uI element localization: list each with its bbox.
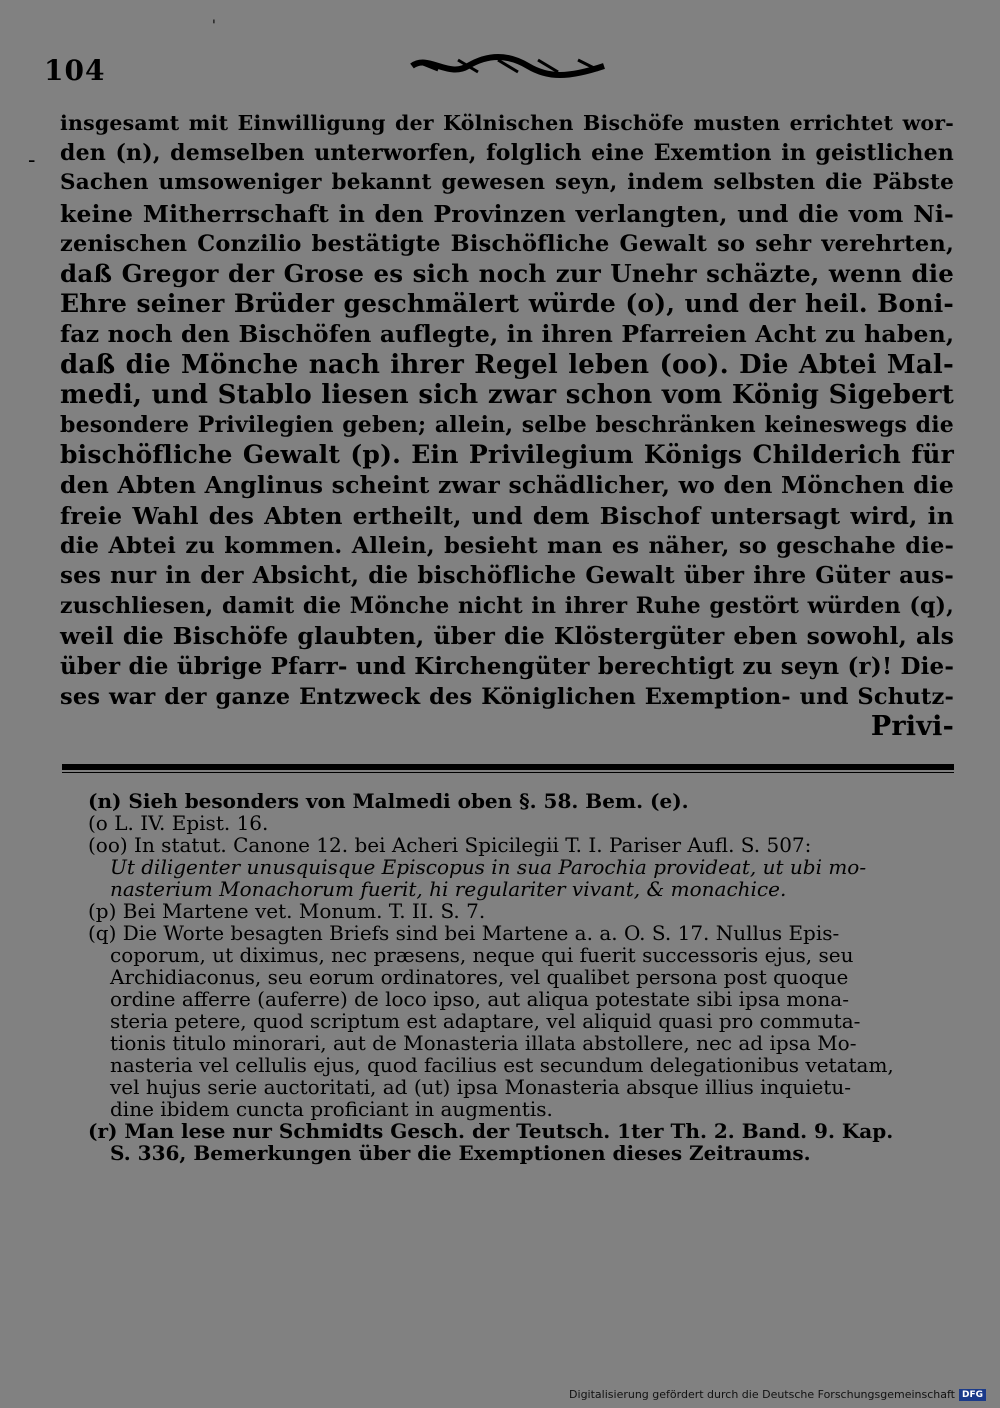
text-line: faz noch den Bischöfen auflegte, in ihren Pfarreien Acht zu haben, — [60, 320, 955, 349]
header-ornament — [408, 52, 608, 80]
text-line: ses war der ganze Entzweck des Königlichen Exemption- und Schutz- — [60, 683, 954, 710]
footnote-q-quote: tionis titulo minorari, aut de Monasteria illata abstollere, nec ad ipsa Mo- — [110, 1031, 857, 1055]
margin-mark: ' — [212, 18, 216, 34]
text-line: den (n), demselben unterworfen, folglich eine Exemtion in geistlichen — [60, 140, 954, 167]
footnote-oo-quote: Ut diligenter unusquisque Episcopus in sua Parochia provideat, ut ubi mo- — [110, 855, 867, 879]
text-line: insgesamt mit Einwilligung der Kölnischen Bischöfe musten errichtet wor- — [60, 111, 954, 135]
digitization-credit — [569, 1388, 986, 1401]
footnote-o: (o L. IV. Epist. 16. — [88, 811, 269, 835]
text-line: besondere Privilegien geben; allein, selbe beschränken keineswegs die — [60, 412, 954, 439]
margin-mark: - — [28, 148, 36, 173]
footnote-q-quote: dine ibidem cuncta proficiant in augmentis. — [110, 1097, 553, 1121]
footnote-q-quote: coporum, ut diximus, nec præsens, neque qui fuerit successoris ejus, seu — [110, 943, 854, 967]
text-line: den Abten Anglinus scheint zwar schädlicher, wo den Mönchen die — [60, 471, 954, 500]
text-line: ses nur in der Absicht, die bischöfliche Gewalt über ihre Güter aus- — [60, 562, 954, 590]
footnote-q-quote: Archidiaconus, seu eorum ordinatores, vel qualibet persona post quoque — [110, 965, 849, 989]
footnote-q-quote: vel hujus serie auctoritati, ad (ut) ipsa Monasteria absque illius inquietu- — [110, 1075, 851, 1099]
footnote-n: (n) Sieh besonders von Malmedi oben §. 58. Bem. (e). — [88, 789, 689, 813]
footnote-q-quote: nasteria vel cellulis ejus, quod facilius est secundum delegationibus vetatam, — [110, 1053, 894, 1077]
text-line: medi, und Stablo liesen sich zwar schon vom König Sigebert — [60, 379, 954, 410]
text-line: über die übrige Pfarr- und Kirchengüter berechtigt zu seyn (r)! Die- — [60, 652, 955, 680]
footnote-r-cont: S. 336, Bemerkungen über die Exemptionen dieses Zeitraums. — [110, 1141, 811, 1165]
text-line: daß die Mönche nach ihrer Regel leben (oo). Die Abtei Mal- — [60, 349, 954, 380]
text-line: daß Gregor der Grose es sich noch zur Unehr schäzte, wenn die — [60, 259, 954, 289]
page-number: 104 — [44, 54, 106, 87]
footnote-q: (q) Die Worte besagten Briefs sind bei Martene a. a. O. S. 17. Nullus Epis- — [88, 921, 840, 945]
text-line: Sachen umsoweniger bekannt gewesen seyn, indem selbsten die Päbste — [60, 170, 954, 196]
footnote-r: (r) Man lese nur Schmidts Gesch. der Teutsch. 1ter Th. 2. Band. 9. Kap. — [88, 1119, 894, 1143]
text-line: zenischen Conzilio bestätigte Bischöfliche Gewalt so sehr verehrten, — [60, 230, 954, 257]
footnote-divider-thin — [62, 772, 954, 773]
footnote-p: (p) Bei Martene vet. Monum. T. II. S. 7. — [88, 899, 486, 923]
catchword: Privi- — [870, 711, 954, 743]
footnote-q-quote: ordine afferre (auferre) de loco ipso, aut aliqua potestate sibi ipsa mona- — [110, 987, 849, 1011]
text-line: zuschliesen, damit die Mönche nicht in ihrer Ruhe gestört würden (q), — [60, 593, 954, 620]
credit-text: Digitalisierung gefördert durch die Deutsche Forschungsgemeinschaft — [569, 1388, 955, 1401]
footnote-divider — [62, 764, 954, 770]
text-line: Ehre seiner Brüder geschmälert würde (o), und der heil. Boni- — [60, 289, 954, 319]
text-line: weil die Bischöfe glaubten, über die Klöstergüter eben sowohl, als — [60, 622, 954, 651]
footnote-q-quote: steria petere, quod scriptum est adaptare, vel aliquid quasi pro commuta- — [110, 1009, 861, 1033]
text-line: die Abtei zu kommen. Allein, besieht man es näher, so geschahe die- — [60, 532, 954, 559]
dfg-logo: DFG — [959, 1389, 986, 1401]
footnote-oo-quote: nasterium Monachorum fuerit, hi regulariter vivant, & monachice. — [110, 877, 787, 901]
text-line: freie Wahl des Abten ertheilt, und dem Bischof untersagt wird, in — [60, 501, 954, 530]
text-line: bischöfliche Gewalt (p). Ein Privilegium Königs Childerich für — [60, 440, 954, 470]
footnote-oo: (oo) In statut. Canone 12. bei Acheri Spicilegii T. I. Pariser Aufl. S. 507: — [88, 833, 812, 857]
text-line: keine Mitherrschaft in den Provinzen verlangten, und die vom Ni- — [60, 199, 954, 228]
main-text-block — [60, 108, 954, 742]
footnotes-block — [88, 790, 954, 1164]
